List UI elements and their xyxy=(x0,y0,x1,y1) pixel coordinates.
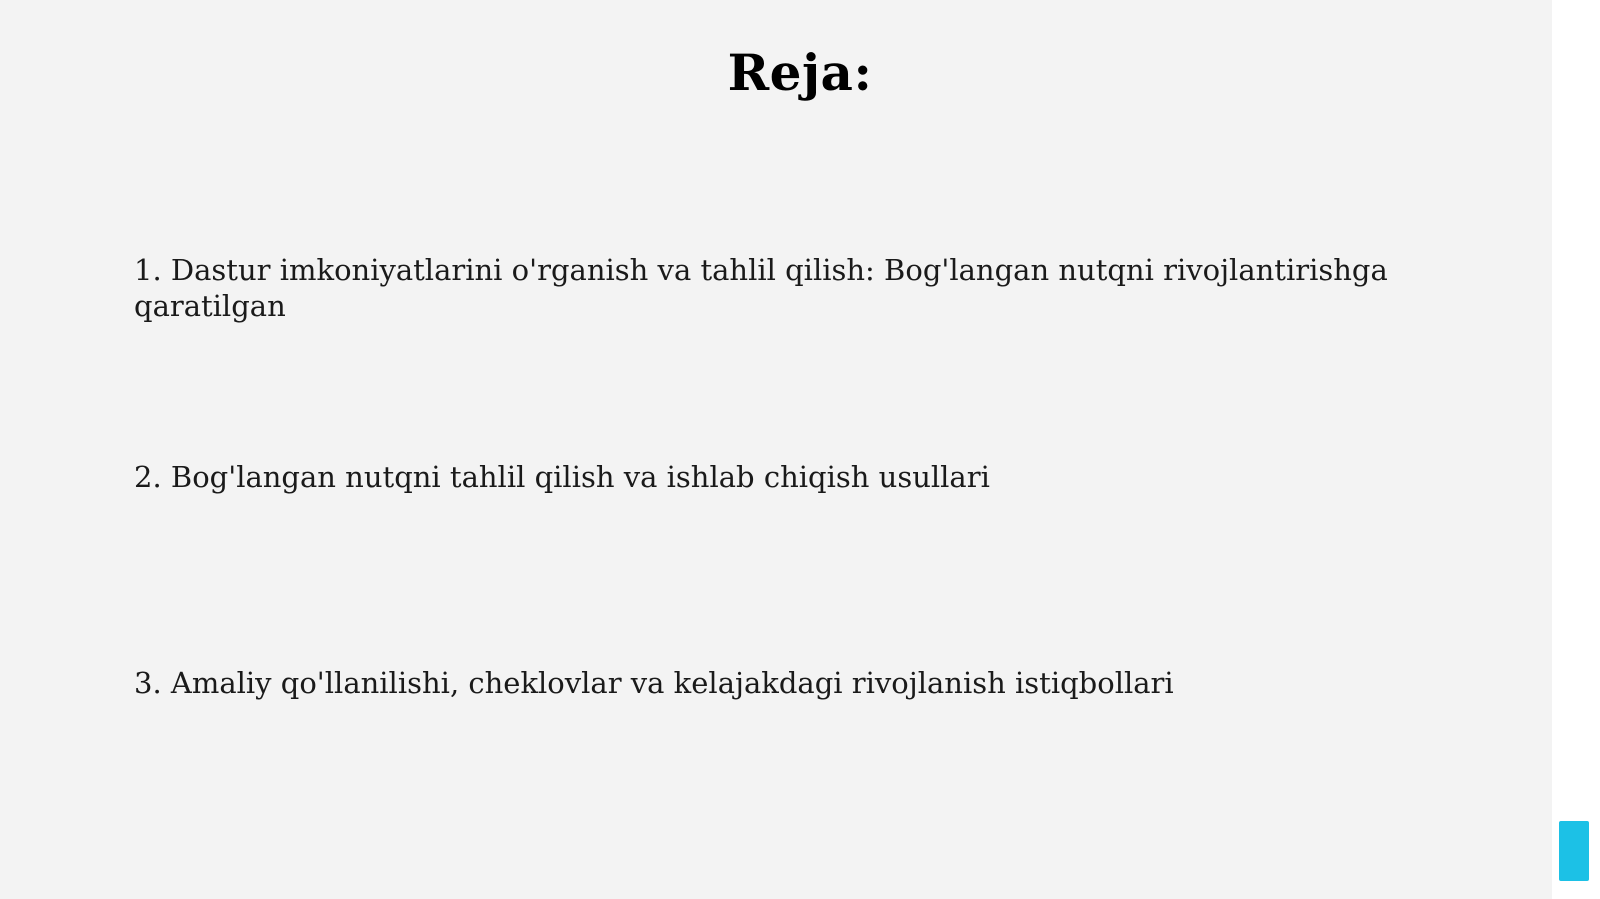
plan-item-1: 1. Dastur imkoniyatlarini o'rganish va tahlil qilish: Bog'langan nutqni rivojlantirishga qaratilgan xyxy=(134,253,1388,323)
scrollbar-thumb[interactable] xyxy=(1559,821,1589,881)
slide-title: Reja: xyxy=(727,43,873,102)
vertical-scrollbar[interactable] xyxy=(1556,0,1586,899)
plan-item-3: 3. Amaliy qo'llanilishi, cheklovlar va kelajakdagi rivojlanish istiqbollari xyxy=(134,666,1174,700)
plan-item-2: 2. Bog'langan nutqni tahlil qilish va ishlab chiqish usullari xyxy=(134,460,990,494)
